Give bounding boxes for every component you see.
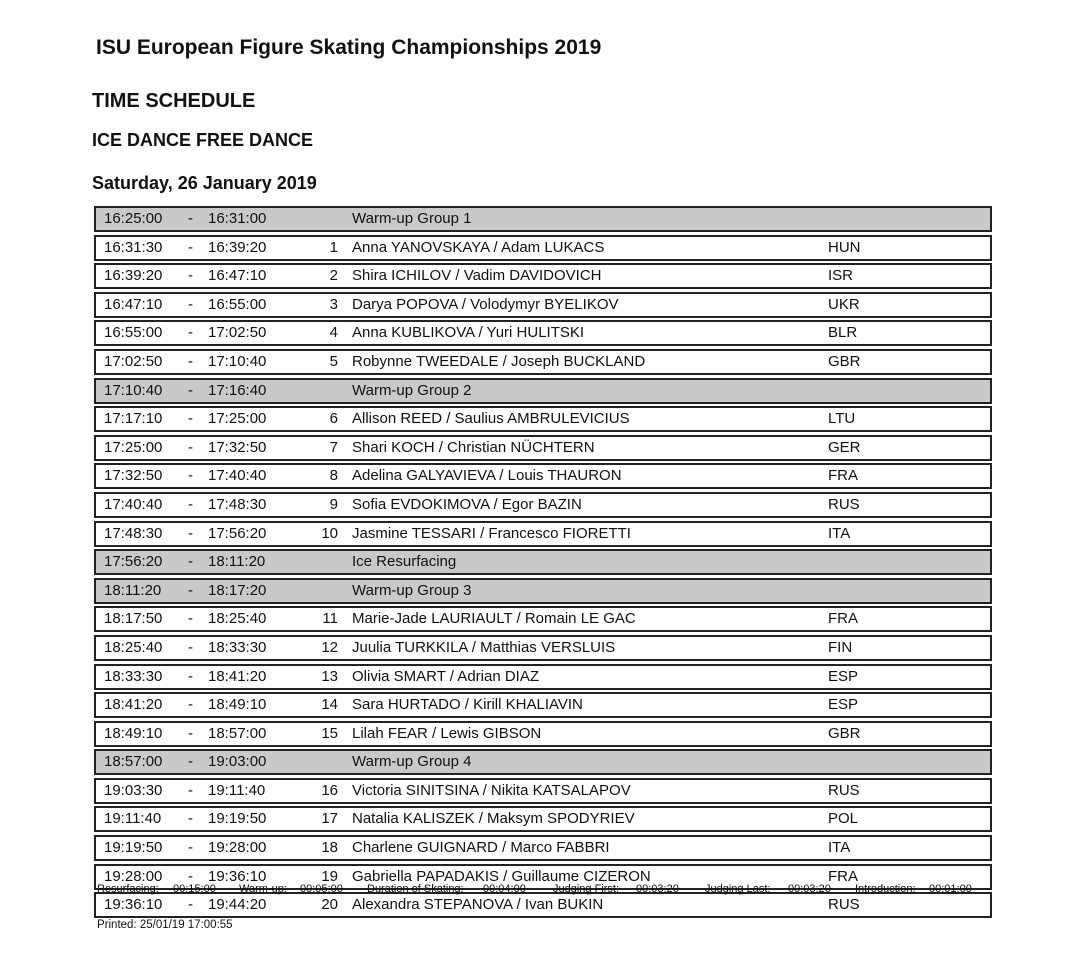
skater-names: Sara HURTADO / Kirill KHALIAVIN: [352, 696, 583, 714]
skater-names: Gabriella PAPADAKIS / Guillaume CIZERON: [352, 867, 651, 885]
time-separator: -: [188, 839, 193, 857]
start-number: 6: [329, 410, 338, 428]
nation-code: FIN: [828, 638, 853, 656]
skater-names: Sofia EVDOKIMOVA / Egor BAZIN: [352, 495, 582, 513]
start-time: 17:32:50: [104, 467, 163, 485]
start-number: 2: [329, 267, 338, 285]
start-number: 13: [321, 667, 338, 685]
document-type: TIME SCHEDULE: [92, 90, 256, 112]
start-time: 18:33:30: [104, 667, 163, 685]
time-separator: -: [188, 581, 193, 599]
judging-first-value: 00:03:20: [636, 883, 679, 895]
printed-timestamp: Printed: 25/01/19 17:00:55: [97, 919, 233, 931]
nation-code: RUS: [828, 896, 860, 914]
end-time: 17:56:20: [208, 524, 267, 542]
start-time: 18:41:20: [104, 696, 163, 714]
skater-names: Victoria SINITSINA / Nikita KATSALAPOV: [352, 781, 631, 799]
group-label: Warm-up Group 2: [352, 381, 472, 399]
time-separator: -: [188, 638, 193, 656]
group-label: Warm-up Group 3: [352, 581, 472, 599]
skater-names: Shira ICHILOV / Vadim DAVIDOVICH: [352, 267, 602, 285]
schedule-group-row: [94, 206, 992, 232]
schedule-row: [94, 406, 992, 432]
schedule-row: [94, 492, 992, 518]
start-time: 17:40:40: [104, 495, 163, 513]
start-time: 17:17:10: [104, 410, 163, 428]
time-separator: -: [188, 295, 193, 313]
schedule-row: [94, 463, 992, 489]
start-time: 19:19:50: [104, 839, 163, 857]
schedule-row: [94, 435, 992, 461]
event-title: ISU European Figure Skating Championships 2019: [96, 36, 602, 59]
time-separator: -: [188, 724, 193, 742]
skater-names: Natalia KALISZEK / Maksym SPODYRIEV: [352, 810, 635, 828]
introduction-value: 00:01:00: [929, 883, 972, 895]
start-number: 19: [321, 867, 338, 885]
start-number: 3: [329, 295, 338, 313]
nation-code: FRA: [828, 610, 858, 628]
end-time: 17:02:50: [208, 324, 267, 342]
start-time: 18:25:40: [104, 638, 163, 656]
nation-code: HUN: [828, 238, 861, 256]
judging-first-label: Judging First:: [553, 883, 620, 895]
start-time: 17:10:40: [104, 381, 163, 399]
start-time: 17:48:30: [104, 524, 163, 542]
schedule-row: [94, 320, 992, 346]
schedule-group-row: [94, 378, 992, 404]
nation-code: LTU: [828, 410, 856, 428]
start-number: 1: [329, 238, 338, 256]
time-separator: -: [188, 267, 193, 285]
start-number: 9: [329, 495, 338, 513]
start-time: 16:55:00: [104, 324, 163, 342]
start-time: 18:11:20: [104, 581, 162, 599]
group-label: Warm-up Group 1: [352, 210, 472, 227]
end-time: 18:57:00: [208, 724, 267, 742]
end-time: 19:28:00: [208, 839, 267, 857]
skater-names: Anna YANOVSKAYA / Adam LUKACS: [352, 238, 605, 256]
end-time: 16:55:00: [208, 295, 267, 313]
nation-code: ITA: [828, 524, 851, 542]
group-label: Warm-up Group 4: [352, 753, 472, 771]
nation-code: ESP: [828, 667, 859, 685]
start-time: 18:49:10: [104, 724, 163, 742]
start-number: 8: [329, 467, 338, 485]
start-number: 10: [321, 524, 338, 542]
nation-code: BLR: [828, 324, 858, 342]
time-separator: -: [188, 667, 193, 685]
schedule-row: [94, 664, 992, 690]
time-separator: -: [188, 324, 193, 342]
end-time: 18:41:20: [208, 667, 267, 685]
introduction-label: Introduction:: [855, 883, 916, 895]
end-time: 17:40:40: [208, 467, 267, 485]
start-time: 16:47:10: [104, 295, 163, 313]
schedule-row: [94, 521, 992, 547]
skater-names: Jasmine TESSARI / Francesco FIORETTI: [352, 524, 631, 542]
schedule-group-row: [94, 749, 992, 775]
end-time: 17:10:40: [208, 352, 267, 370]
start-number: 20: [321, 896, 338, 914]
end-time: 19:03:00: [208, 753, 267, 771]
skater-names: Shari KOCH / Christian NÜCHTERN: [352, 438, 595, 456]
start-number: 15: [321, 724, 338, 742]
start-number: 14: [321, 696, 338, 714]
end-time: 19:19:50: [208, 810, 267, 828]
end-time: 17:25:00: [208, 410, 267, 428]
end-time: 16:31:00: [208, 210, 267, 227]
schedule-row: [94, 892, 992, 918]
start-number: 11: [322, 610, 338, 628]
duration-value: 00:04:00: [483, 883, 526, 895]
time-separator: -: [188, 438, 193, 456]
resurfacing-label: Resurfacing:: [97, 883, 159, 895]
end-time: 18:25:40: [208, 610, 267, 628]
start-number: 4: [329, 324, 338, 342]
end-time: 17:32:50: [208, 438, 267, 456]
skater-names: Marie-Jade LAURIAULT / Romain LE GAC: [352, 610, 636, 628]
warmup-value: 00:05:00: [300, 883, 343, 895]
nation-code: RUS: [828, 495, 860, 513]
time-separator: -: [188, 553, 193, 571]
time-separator: -: [188, 381, 193, 399]
judging-last-value: 00:03:20: [788, 883, 831, 895]
start-time: 16:25:00: [104, 210, 163, 227]
skater-names: Allison REED / Saulius AMBRULEVICIUS: [352, 410, 630, 428]
time-separator: -: [188, 524, 193, 542]
skater-names: Lilah FEAR / Lewis GIBSON: [352, 724, 542, 742]
schedule-row: [94, 635, 992, 661]
group-label: Ice Resurfacing: [352, 553, 457, 571]
segment-title: ICE DANCE FREE DANCE: [92, 130, 314, 150]
schedule-row: [94, 292, 992, 318]
resurfacing-value: 00:15:00: [173, 883, 216, 895]
skater-names: Juulia TURKKILA / Matthias VERSLUIS: [352, 638, 616, 656]
start-time: 18:17:50: [104, 610, 163, 628]
schedule-row: [94, 263, 992, 289]
start-time: 19:11:40: [104, 810, 162, 828]
schedule-row: [94, 778, 992, 804]
start-number: 7: [329, 438, 338, 456]
nation-code: FRA: [828, 867, 858, 885]
judging-last-label: Judging Last:: [705, 883, 771, 895]
time-separator: -: [188, 410, 193, 428]
schedule-group-row: [94, 549, 992, 575]
schedule-table: [94, 206, 992, 921]
time-separator: -: [188, 467, 193, 485]
nation-code: RUS: [828, 781, 860, 799]
warmup-label: Warm-up:: [239, 883, 287, 895]
time-separator: -: [188, 495, 193, 513]
time-separator: -: [188, 867, 193, 885]
start-time: 17:02:50: [104, 352, 163, 370]
schedule-row: [94, 349, 992, 375]
start-time: 16:31:30: [104, 238, 163, 256]
skater-names: Adelina GALYAVIEVA / Louis THAURON: [352, 467, 622, 485]
schedule-row: [94, 806, 992, 832]
schedule-group-row: [94, 578, 992, 604]
nation-code: GER: [828, 438, 861, 456]
time-separator: -: [188, 810, 193, 828]
time-separator: -: [188, 238, 193, 256]
schedule-row: [94, 606, 992, 632]
skater-names: Charlene GUIGNARD / Marco FABBRI: [352, 839, 610, 857]
start-number: 18: [321, 839, 338, 857]
nation-code: POL: [828, 810, 859, 828]
schedule-row: [94, 721, 992, 747]
end-time: 16:39:20: [208, 238, 267, 256]
time-separator: -: [188, 753, 193, 771]
end-time: 16:47:10: [208, 267, 267, 285]
start-time: 16:39:20: [104, 267, 163, 285]
nation-code: UKR: [828, 295, 860, 313]
end-time: 18:49:10: [208, 696, 267, 714]
start-number: 5: [329, 352, 338, 370]
nation-code: ITA: [828, 839, 851, 857]
schedule-row: [94, 692, 992, 718]
end-time: 19:36:10: [208, 867, 267, 885]
end-time: 18:11:20: [208, 553, 266, 571]
end-time: 18:17:20: [208, 581, 267, 599]
start-number: 17: [321, 810, 338, 828]
duration-label: Duration of Skating:: [367, 883, 464, 895]
end-time: 17:48:30: [208, 495, 267, 513]
start-time: 19:36:10: [104, 896, 163, 914]
start-time: 17:25:00: [104, 438, 163, 456]
end-time: 17:16:40: [208, 381, 267, 399]
time-separator: -: [188, 896, 193, 914]
skater-names: Alexandra STEPANOVA / Ivan BUKIN: [352, 896, 604, 914]
start-time: 19:03:30: [104, 781, 163, 799]
skater-names: Robynne TWEEDALE / Joseph BUCKLAND: [352, 352, 646, 370]
start-time: 17:56:20: [104, 553, 163, 571]
skater-names: Anna KUBLIKOVA / Yuri HULITSKI: [352, 324, 585, 342]
start-number: 16: [321, 781, 338, 799]
nation-code: ISR: [828, 267, 854, 285]
end-time: 18:33:30: [208, 638, 267, 656]
time-separator: -: [188, 781, 193, 799]
nation-code: ESP: [828, 696, 859, 714]
end-time: 19:11:40: [208, 781, 266, 799]
nation-code: FRA: [828, 467, 858, 485]
end-time: 19:44:20: [208, 896, 267, 914]
start-number: 12: [321, 638, 338, 656]
skater-names: Olivia SMART / Adrian DIAZ: [352, 667, 540, 685]
schedule-row: [94, 835, 992, 861]
skater-names: Darya POPOVA / Volodymyr BYELIKOV: [352, 295, 619, 313]
time-separator: -: [188, 696, 193, 714]
time-separator: -: [188, 610, 193, 628]
nation-code: GBR: [828, 352, 861, 370]
start-time: 18:57:00: [104, 753, 163, 771]
nation-code: GBR: [828, 724, 861, 742]
time-separator: -: [188, 210, 193, 227]
time-separator: -: [188, 352, 193, 370]
schedule-row: [94, 235, 992, 261]
start-time: 19:28:00: [104, 867, 163, 885]
schedule-date: Saturday, 26 January 2019: [92, 173, 317, 193]
